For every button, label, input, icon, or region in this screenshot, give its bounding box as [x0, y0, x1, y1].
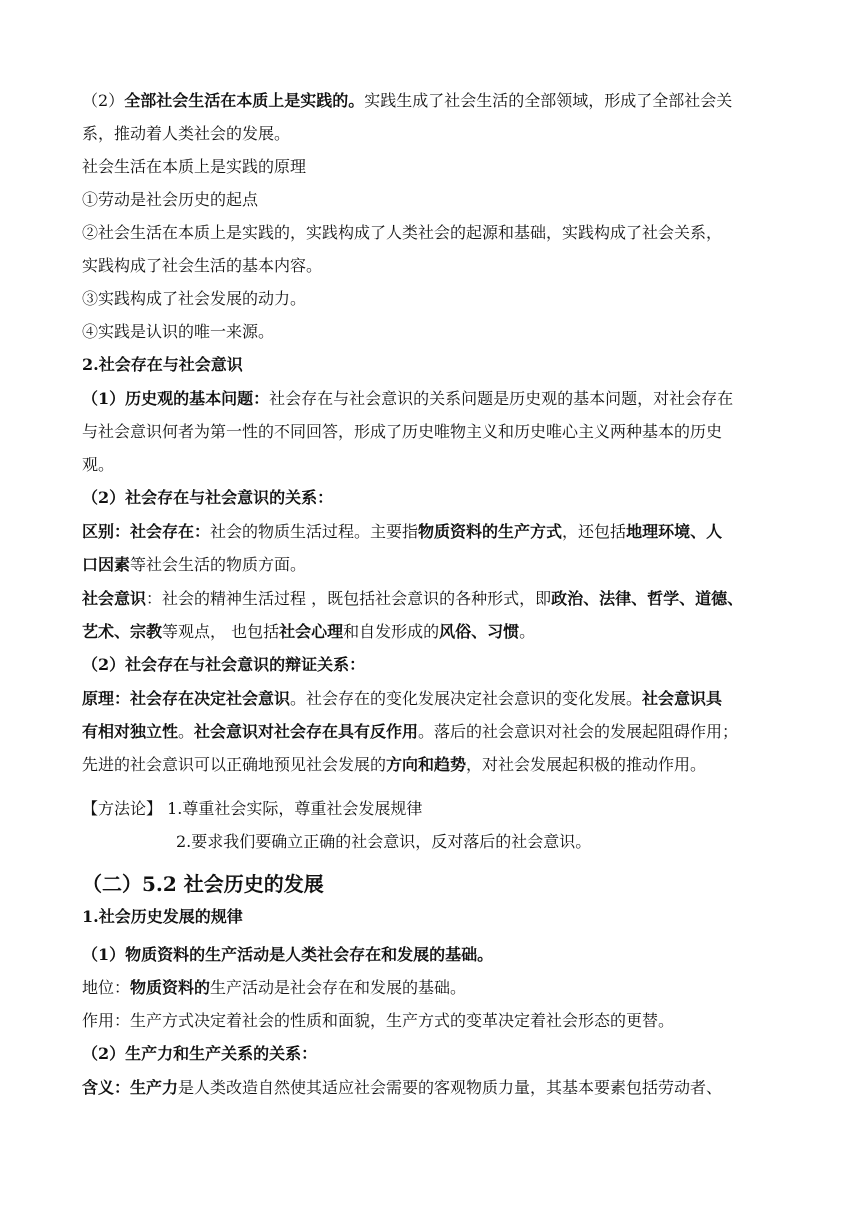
subheading: （2）社会存在与社会意识的辩证关系： — [82, 655, 366, 674]
text-line: ③实践构成了社会发展的动力。 — [82, 289, 307, 308]
text-line: 作用：生产方式决定着社会的性质和面貌，生产方式的变革决定着社会形态的更替。 — [82, 1011, 675, 1030]
text-line: ④实践是认识的唯一来源。 — [82, 322, 275, 341]
section-heading: （二）5.2 社会历史的发展 — [82, 872, 324, 896]
text-line: ①劳动是社会历史的起点 — [82, 190, 259, 209]
text-line: 实践构成了社会生活的基本内容。 — [82, 256, 323, 275]
methodology-line: 【方法论】 1.尊重社会实际，尊重社会发展规律 — [82, 799, 423, 818]
text-line: （2）全部社会生活在本质上是实践的。实践生成了社会生活的全部领域，形成了全部社会关 — [82, 91, 733, 110]
text-line: 口因素等社会生活的物质方面。 — [82, 555, 307, 574]
text-line: 社会生活在本质上是实践的原理 — [82, 157, 307, 176]
text-line: 区别：社会存在：社会的物质生活过程。主要指物质资料的生产方式，还包括地理环境、人 — [82, 522, 723, 541]
text-line: 原理：社会存在决定社会意识。社会存在的变化发展决定社会意识的变化发展。社会意识具 — [82, 689, 723, 708]
methodology-line: 2.要求我们要确立正确的社会意识，反对落后的社会意识。 — [176, 832, 592, 851]
text-line: 艺术、宗教等观点， 也包括社会心理和自发形成的风俗、习惯。 — [82, 622, 536, 641]
text-line: 与社会意识何者为第一性的不同回答，形成了历史唯物主义和历史唯心主义两种基本的历史 — [82, 422, 723, 441]
text-line: （1）历史观的基本问题：社会存在与社会意识的关系问题是历史观的基本问题，对社会存在 — [82, 389, 734, 408]
text-line: 社会意识：社会的精神生活过程 ，既包括社会意识的各种形式，即政治、法律、哲学、道德、 — [82, 589, 744, 608]
text-line: 观。 — [82, 455, 115, 474]
text-line: 系，推动着人类社会的发展。 — [82, 124, 291, 143]
text-line: 先进的社会意识可以正确地预见社会发展的方向和趋势，对社会发展起积极的推动作用。 — [82, 755, 707, 774]
subheading: （2）生产力和生产关系的关系： — [82, 1044, 318, 1063]
text-line: 地位：物质资料的生产活动是社会存在和发展的基础。 — [82, 978, 467, 997]
subheading: （1）物质资料的生产活动是人类社会存在和发展的基础。 — [82, 945, 494, 964]
text-line: 有相对独立性。社会意识对社会存在具有反作用。落后的社会意识对社会的发展起阻碍作用； — [82, 722, 739, 741]
subheading: 2.社会存在与社会意识 — [82, 355, 243, 374]
subheading: 1.社会历史发展的规律 — [82, 907, 243, 926]
text-line: ②社会生活在本质上是实践的，实践构成了人类社会的起源和基础，实践构成了社会关系， — [82, 223, 723, 242]
subheading: （2）社会存在与社会意识的关系： — [82, 488, 334, 507]
text-line: 含义：生产力是人类改造自然使其适应社会需要的客观物质力量，其基本要素包括劳动者、 — [82, 1078, 723, 1097]
